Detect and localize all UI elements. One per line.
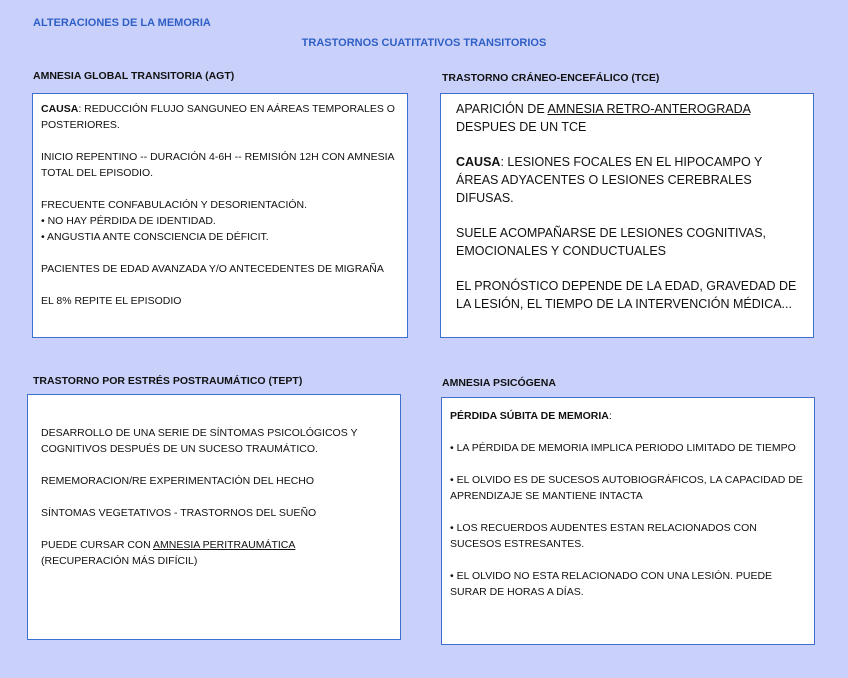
agt-title: AMNESIA GLOBAL TRANSITORIA (AGT): [33, 70, 235, 82]
tept-title: TRASTORNO POR ESTRÉS POSTRAUMÁTICO (TEPT): [33, 375, 303, 387]
agt-bullet-1: • NO HAY PÉRDIDA DE IDENTIDAD.: [41, 215, 216, 227]
agt-pacientes: PACIENTES DE EDAD AVANZADA Y/O ANTECEDENTES DE MIGRAÑA: [41, 263, 384, 275]
agt-bullet-2: • ANGUSTIA ANTE CONSCIENCIA DE DÉFICIT.: [41, 231, 269, 243]
tept-sintomas: SÍNTOMAS VEGETATIVOS - TRASTORNOS DEL SUEÑO: [41, 507, 317, 519]
psicogena-box: [441, 397, 815, 645]
tce-causa-label: CAUSA: [456, 155, 501, 169]
psicogena-perdida-label: PÉRDIDA SÚBITA DE MEMORIA: [450, 410, 609, 422]
tept-cursar-pre: PUEDE CURSAR CON: [41, 539, 154, 551]
tce-aparicion-pre: APARICIÓN DE: [456, 102, 548, 116]
tce-aparicion-post: DESPUES DE UN TCE: [456, 120, 587, 134]
tce-title: TRASTORNO CRÁNEO-ENCEFÁLICO (TCE): [442, 72, 660, 84]
tce-causa-text: : LESIONES FOCALES EN EL HIPOCAMPO Y ÁREAS ADYACENTES O LESIONES CEREBRALES DIFUSAS.: [456, 155, 763, 205]
agt-box: [32, 93, 408, 338]
tce-box: [440, 93, 814, 338]
agt-repite: EL 8% REPITE EL EPISODIO: [41, 295, 182, 307]
psicogena-bullet-4: • EL OLVIDO NO ESTA RELACIONADO CON UNA LESIÓN. PUEDE SURAR DE HORAS A DÍAS.: [450, 570, 773, 598]
tce-pronostico: EL PRONÓSTICO DEPENDE DE LA EDAD, GRAVEDAD DE LA LESIÓN, EL TIEMPO DE LA INTERVENCIÓN MÉDICA...: [456, 279, 797, 311]
agt-causa: [41, 101, 399, 133]
tce-causa: [456, 153, 799, 207]
agt-inicio: INICIO REPENTINO -- DURACIÓN 4-6H -- REMISIÓN 12H CON AMNESIA TOTAL DEL EPISODIO.: [41, 151, 394, 179]
psicogena-perdida-colon: :: [608, 410, 612, 422]
tce-aparicion: [456, 100, 799, 136]
tce-acompana: SUELE ACOMPAÑARSE DE LESIONES COGNITIVAS, EMOCIONALES Y CONDUCTUALES: [456, 226, 767, 258]
tept-desarrollo: DESARROLLO DE UNA SERIE DE SÍNTOMAS PSICOLÓGICOS Y COGNITIVOS DESPUÉS DE UN SUCESO TRAUMÁTICO.: [41, 427, 358, 455]
tce-aparicion-term: AMNESIA RETRO-ANTEROGRADA: [547, 102, 751, 116]
subtitle: TRASTORNOS CUATITATIVOS TRANSITORIOS: [301, 37, 547, 49]
psicogena-bullet-2: • EL OLVIDO ES DE SUCESOS AUTOBIOGRÁFICOS, LA CAPACIDAD DE APRENDIZAJE SE MANTIENE INTACTA: [450, 474, 803, 502]
psicogena-title: AMNESIA PSICÓGENA: [442, 377, 556, 389]
tept-cursar-term: AMNESIA PERITRAUMÁTICA: [153, 539, 296, 551]
agt-causa-label: CAUSA: [41, 103, 79, 115]
psicogena-bullet-1: • LA PÉRDIDA DE MEMORIA IMPLICA PERIODO LIMITADO DE TIEMPO: [450, 442, 796, 454]
psicogena-bullet-3: • LOS RECUERDOS AUDENTES ESTAN RELACIONADOS CON SUCESOS ESTRESANTES.: [450, 522, 757, 550]
agt-causa-text: : REDUCCIÓN FLUJO SANGUNEO EN AÁREAS TEMPORALES O POSTERIORES.: [41, 103, 395, 131]
tept-rememoracion: REMEMORACION/RE EXPERIMENTACIÓN DEL HECHO: [41, 475, 315, 487]
agt-confab: FRECUENTE CONFABULACIÓN Y DESORIENTACIÓN.: [41, 199, 308, 211]
main-title: ALTERACIONES DE LA MEMORIA: [33, 17, 211, 29]
tept-cursar: [41, 537, 388, 553]
psicogena-perdida: [450, 408, 806, 424]
tept-cursar-post: (RECUPERACIÓN MÁS DIFÍCIL): [41, 555, 198, 567]
tept-box: [27, 394, 401, 640]
